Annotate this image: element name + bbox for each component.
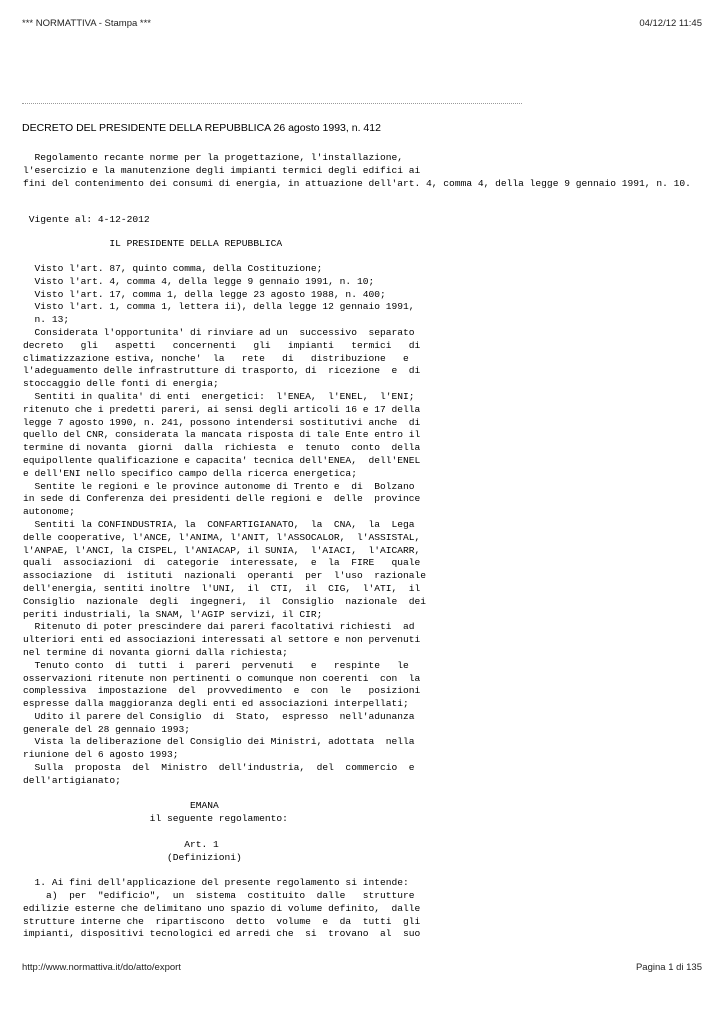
vigente-date: Vigente al: 4-12-2012 [0,214,150,225]
print-header-title: *** NORMATTIVA - Stampa *** [22,18,151,29]
president-heading: IL PRESIDENTE DELLA REPUBBLICA [0,238,283,249]
print-header-timestamp: 04/12/12 11:45 [639,18,702,29]
document-subtitle: Regolamento recante norme per la progettazione, l'installazione, l'esercizio e la manutenzione degli impianti termici degli edifici ai fini del contenimento dei consumi di energia, in attuazione dell'art. 4, comma 4, della legge 9 gennaio 1991, n. 10. [23,152,691,189]
page-number: Pagina 1 di 135 [635,962,702,973]
document-body: Visto l'art. 87, quinto comma, della Costituzione; Visto l'art. 4, comma 4, della legge 9 gennaio 1991, n. 10; Visto l'art. 17, comma 1, della legge 23 agosto 1988, n. 400; Visto l'art. 1, comma 1, lettera ii), della legge 12 gennaio 1991, n. 13; Considerata l'opportunita' di rinviare ad un successivo separato decreto gli aspetti concernenti gli impianti termici di climatizzazione estiva, nonche' la rete di distribuzione e l'adeguamento delle infrastrutture di trasporto, di ricezione e di stoccaggio delle fonti di energia; Sentiti in qualita' di enti energetici: l'ENEA, l'ENEL, l'ENI; ritenuto che i predetti pareri, ai sensi degli articoli 16 e 17 della legge 7 agosto 1990, n. 241, possono intendersi sostitutivi anche di quello del CNR, considerata la mancata risposta di tale Ente entro il termine di novanta giorni dalla richiesta e tenuto conto della equipollente qualificazione e capacita' tecnica dell'ENEA, dell'ENEL e dell'ENI nello specifico campo della ricerca energetica; Sentite le regioni e le province autonome di Trento e di Bolzano in sede di Conferenza dei presidenti delle regioni e delle province autonome; Sentiti la CONFINDUSTRIA, la CONFARTIGIANATO, la CNA, la Lega delle cooperative, l'ANCE, l'ANIMA, l'ANIT, l'ASSOCALOR, l'ASSISTAL, l'ANPAE, l'ANCI, la CISPEL, l'ANIACAP, il SUNIA, l'AIACI, l'AICARR, quali associazioni di categorie interessate, e la FIRE quale associazione di istituti nazionali operanti per l'uso razionale dell'energia, sentiti inoltre l'UNI, il CTI, il CIG, l'ATI, il Consiglio nazionale degli ingegneri, il Consiglio nazionale dei periti industriali, la SNAM, l'AGIP servizi, il CIR; Ritenuto di poter prescindere dai pareri facoltativi richiesti ad ulteriori enti ed associazioni interessati al settore e non pervenuti nel termine di novanta giorni dalla richiesta; Tenuto conto di tutti i pareri pervenuti e respinte le osservazioni ritenute non pertinenti o comunque non coerenti con la complessiva impostazione del provvedimento e con le posizioni espresse dalla maggioranza degli enti ed associazioni interpellati; Udito il parere del Consiglio di Stato, espresso nell'adunanza generale del 28 gennaio 1993; Vista la deliberazione del Consiglio dei Ministri, adottata nella riunione del 6 agosto 1993; Sulla proposta del Ministro dell'industria, del commercio e dell'artigianato; EMANA il seguente regolamento: Art. 1 (Definizioni) 1. Ai fini dell'applicazione del presente regolamento si intende: a) per "edificio", un sistema costituito dalle strutture edilizie esterne che delimitano uno spazio di volume definito, dalle strutture interne che ripartiscono detto volume e da tutti gli impianti, dispositivi tecnologici ed arredi che si trovano al suo [23,263,427,940]
footer-url: http://www.normattiva.it/do/atto/export [22,962,181,973]
dotted-separator [22,103,522,104]
document-title: DECRETO DEL PRESIDENTE DELLA REPUBBLICA 26 agosto 1993, n. 412 [22,122,381,134]
